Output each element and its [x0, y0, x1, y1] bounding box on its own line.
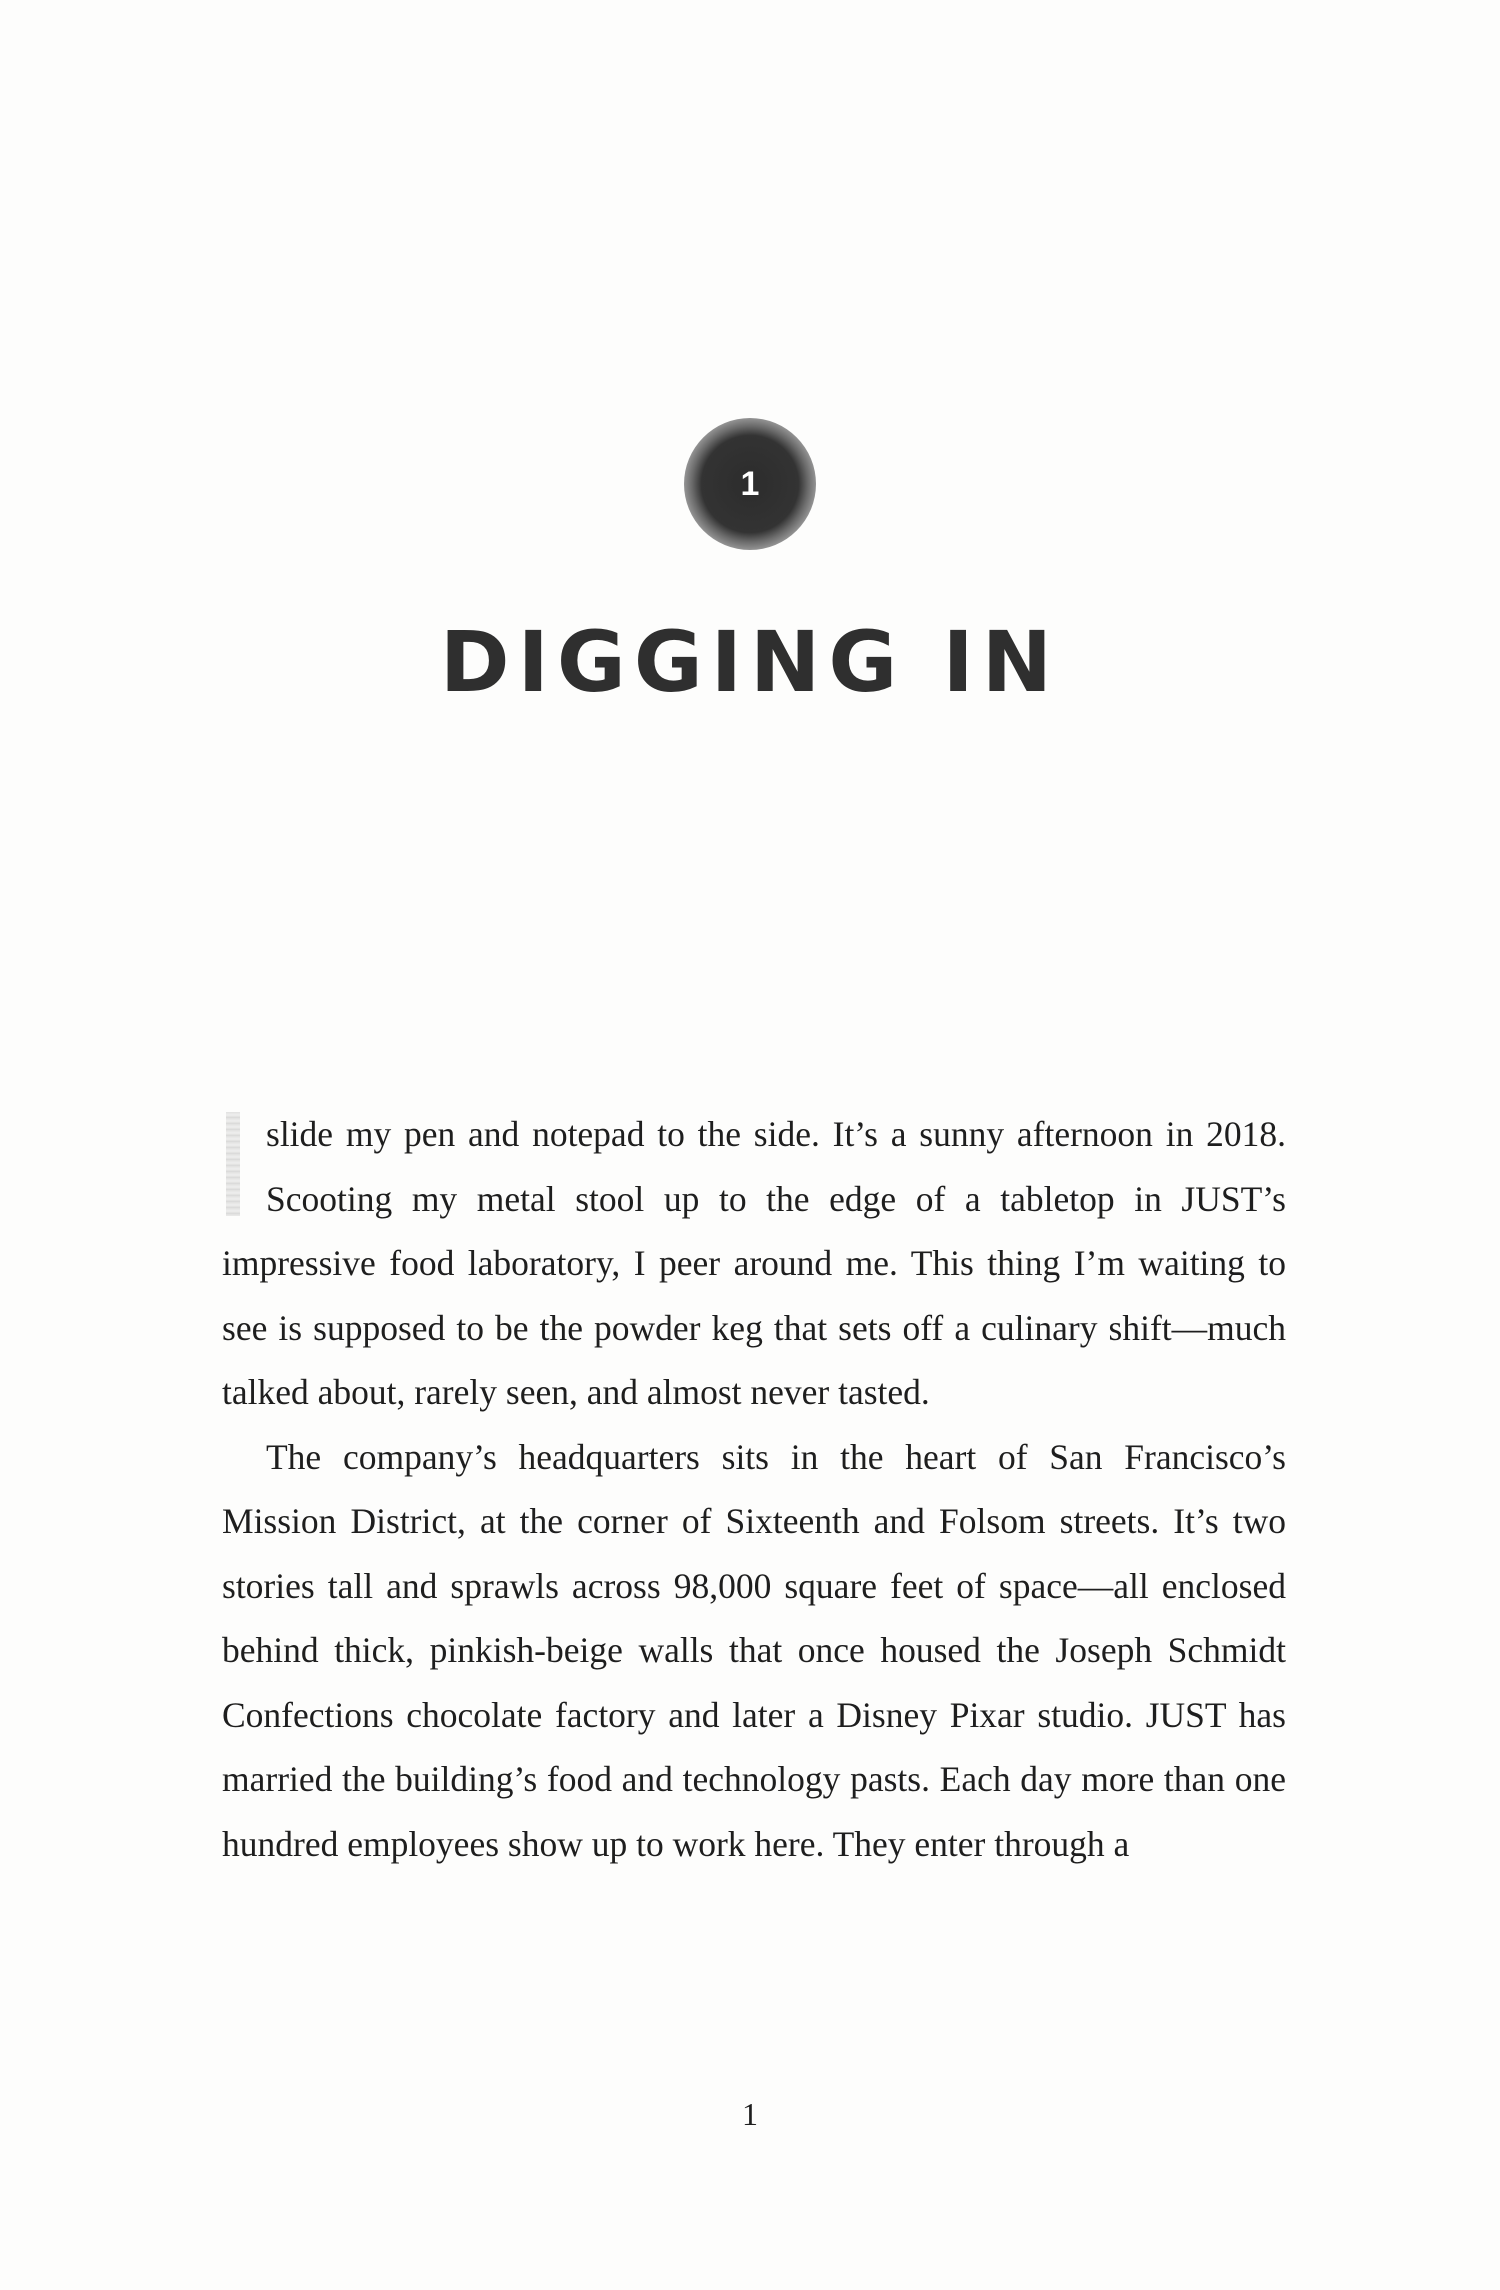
chapter-number-badge — [684, 418, 816, 550]
chapter-number: 1 — [740, 465, 760, 503]
chapter-body — [222, 1102, 1286, 1876]
drop-cap-mark — [222, 1102, 266, 1222]
body-paragraph: The company’s headquarters sits in the heart of San Francisco’s Mission District, at the corner of Sixteenth and Folsom streets. It’s two stories tall and sprawls across 98,000 square feet of space—all enclosed behind thick, pinkish-beige walls that once housed the Joseph Schmidt Confections chocolate factory and later a Disney Pixar studio. JUST has married the building’s food and technology pasts. Each day more than one hundred employees show up to work here. They enter through a — [222, 1436, 1286, 1864]
page-number: 1 — [742, 2096, 758, 2132]
paragraph-text: slide my pen and notepad to the side. It’s a sunny afternoon in 2018. Scooting my metal stool up to the edge of a tabletop in JUST’s impressive food laboratory, I peer around me. This thing I’m waiting to see is supposed to be the powder keg that sets off a culinary shift—much talked about, rarely seen, and almost never tasted. — [222, 1114, 1286, 1412]
chapter-title: DIGGING IN — [439, 613, 1061, 711]
body-paragraph — [222, 1102, 1286, 1425]
